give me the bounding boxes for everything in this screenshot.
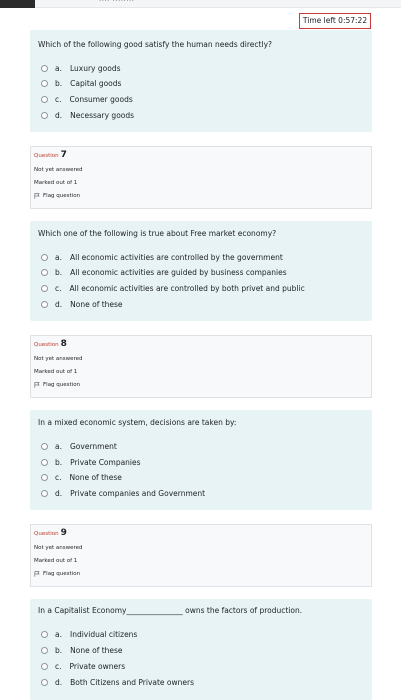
option-letter: d. (55, 299, 63, 309)
radio-button[interactable] (41, 96, 48, 103)
question-status: Not yet answered (34, 356, 83, 362)
radio-button[interactable] (41, 285, 48, 292)
option-label: Both Citizens and Private owners (70, 677, 195, 687)
flag-icon (34, 571, 40, 577)
radio-button[interactable] (41, 679, 48, 686)
option-label: Individual citizens (69, 629, 138, 639)
option-letter: a. (55, 629, 62, 639)
option-letter: d. (55, 110, 63, 120)
option-letter: b. (55, 457, 63, 467)
option-letter: b. (55, 78, 63, 88)
option-label: Private owners (69, 661, 126, 671)
option-letter: a. (55, 63, 62, 73)
option-label: None of these (70, 299, 123, 309)
radio-button[interactable] (41, 631, 48, 638)
question-text: In a Capitalist Economy_______________ owns the factors of production. (38, 606, 303, 615)
radio-button[interactable] (41, 301, 48, 308)
option-c[interactable] (41, 94, 133, 104)
option-letter: d. (55, 488, 63, 498)
option-b[interactable] (41, 645, 123, 655)
question-7-content (30, 221, 372, 321)
radio-button[interactable] (41, 80, 48, 87)
question-marks: Marked out of 1 (34, 369, 78, 375)
option-letter: a. (55, 252, 62, 262)
question-9-content (30, 599, 372, 700)
option-b[interactable] (41, 457, 141, 467)
radio-button[interactable] (41, 474, 48, 481)
option-c[interactable] (41, 661, 125, 671)
option-label: All economic activities are controlled by the government (69, 252, 283, 262)
option-label: Private Companies (70, 457, 141, 467)
option-letter: c. (55, 661, 62, 671)
option-b[interactable] (41, 267, 287, 277)
option-letter: c. (55, 283, 62, 293)
question-text: Which one of the following is true about Free market economy? (38, 229, 277, 238)
question-8-info (30, 335, 372, 398)
flag-question-link[interactable]: Flag question (34, 193, 80, 199)
option-a[interactable] (41, 63, 121, 73)
question-text: In a mixed economic system, decisions are taken by: (38, 418, 237, 427)
option-b[interactable] (41, 78, 121, 88)
option-label: Private companies and Government (70, 488, 206, 498)
option-c[interactable] (41, 283, 305, 293)
question-number: Question 8 (34, 339, 67, 349)
question-marks: Marked out of 1 (34, 558, 78, 564)
radio-button[interactable] (41, 254, 48, 261)
nav-strip (0, 0, 35, 8)
radio-button[interactable] (41, 663, 48, 670)
question-text: Which of the following good satisfy the human needs directly? (38, 40, 272, 49)
option-label: None of these (69, 472, 122, 482)
time-left-badge: Time left 0:57:22 (299, 13, 371, 29)
cut-header-text: ···· ········ (99, 0, 135, 5)
radio-button[interactable] (41, 490, 48, 497)
option-letter: c. (55, 94, 62, 104)
radio-button[interactable] (41, 459, 48, 466)
question-number: Question 7 (34, 150, 67, 160)
option-label: Consumer goods (69, 94, 133, 104)
option-label: Necessary goods (70, 110, 135, 120)
option-label: All economic activities are guided by business companies (70, 267, 287, 277)
flag-question-link[interactable]: Flag question (34, 571, 80, 577)
option-letter: d. (55, 677, 63, 687)
option-c[interactable] (41, 472, 122, 482)
option-letter: a. (55, 441, 62, 451)
cut-header (35, 0, 401, 8)
flag-icon (34, 382, 40, 388)
question-6-content (30, 30, 372, 132)
option-letter: b. (55, 267, 63, 277)
question-9-info (30, 524, 372, 587)
question-7-info (30, 146, 372, 209)
option-label: All economic activities are controlled by both privet and public (69, 283, 305, 293)
option-label: Government (69, 441, 117, 451)
option-d[interactable] (41, 299, 123, 309)
flag-icon (34, 193, 40, 199)
question-number: Question 9 (34, 528, 67, 538)
flag-question-link[interactable]: Flag question (34, 382, 80, 388)
radio-button[interactable] (41, 443, 48, 450)
radio-button[interactable] (41, 269, 48, 276)
option-letter: b. (55, 645, 63, 655)
option-d[interactable] (41, 488, 205, 498)
option-a[interactable] (41, 441, 117, 451)
question-8-content (30, 410, 372, 510)
option-label: Luxury goods (69, 63, 121, 73)
question-marks: Marked out of 1 (34, 180, 78, 186)
option-a[interactable] (41, 629, 137, 639)
option-letter: c. (55, 472, 62, 482)
radio-button[interactable] (41, 65, 48, 72)
option-d[interactable] (41, 110, 134, 120)
option-label: Capital goods (70, 78, 122, 88)
question-status: Not yet answered (34, 545, 83, 551)
radio-button[interactable] (41, 647, 48, 654)
radio-button[interactable] (41, 112, 48, 119)
option-a[interactable] (41, 252, 283, 262)
question-status: Not yet answered (34, 167, 83, 173)
option-d[interactable] (41, 677, 194, 687)
option-label: None of these (70, 645, 123, 655)
